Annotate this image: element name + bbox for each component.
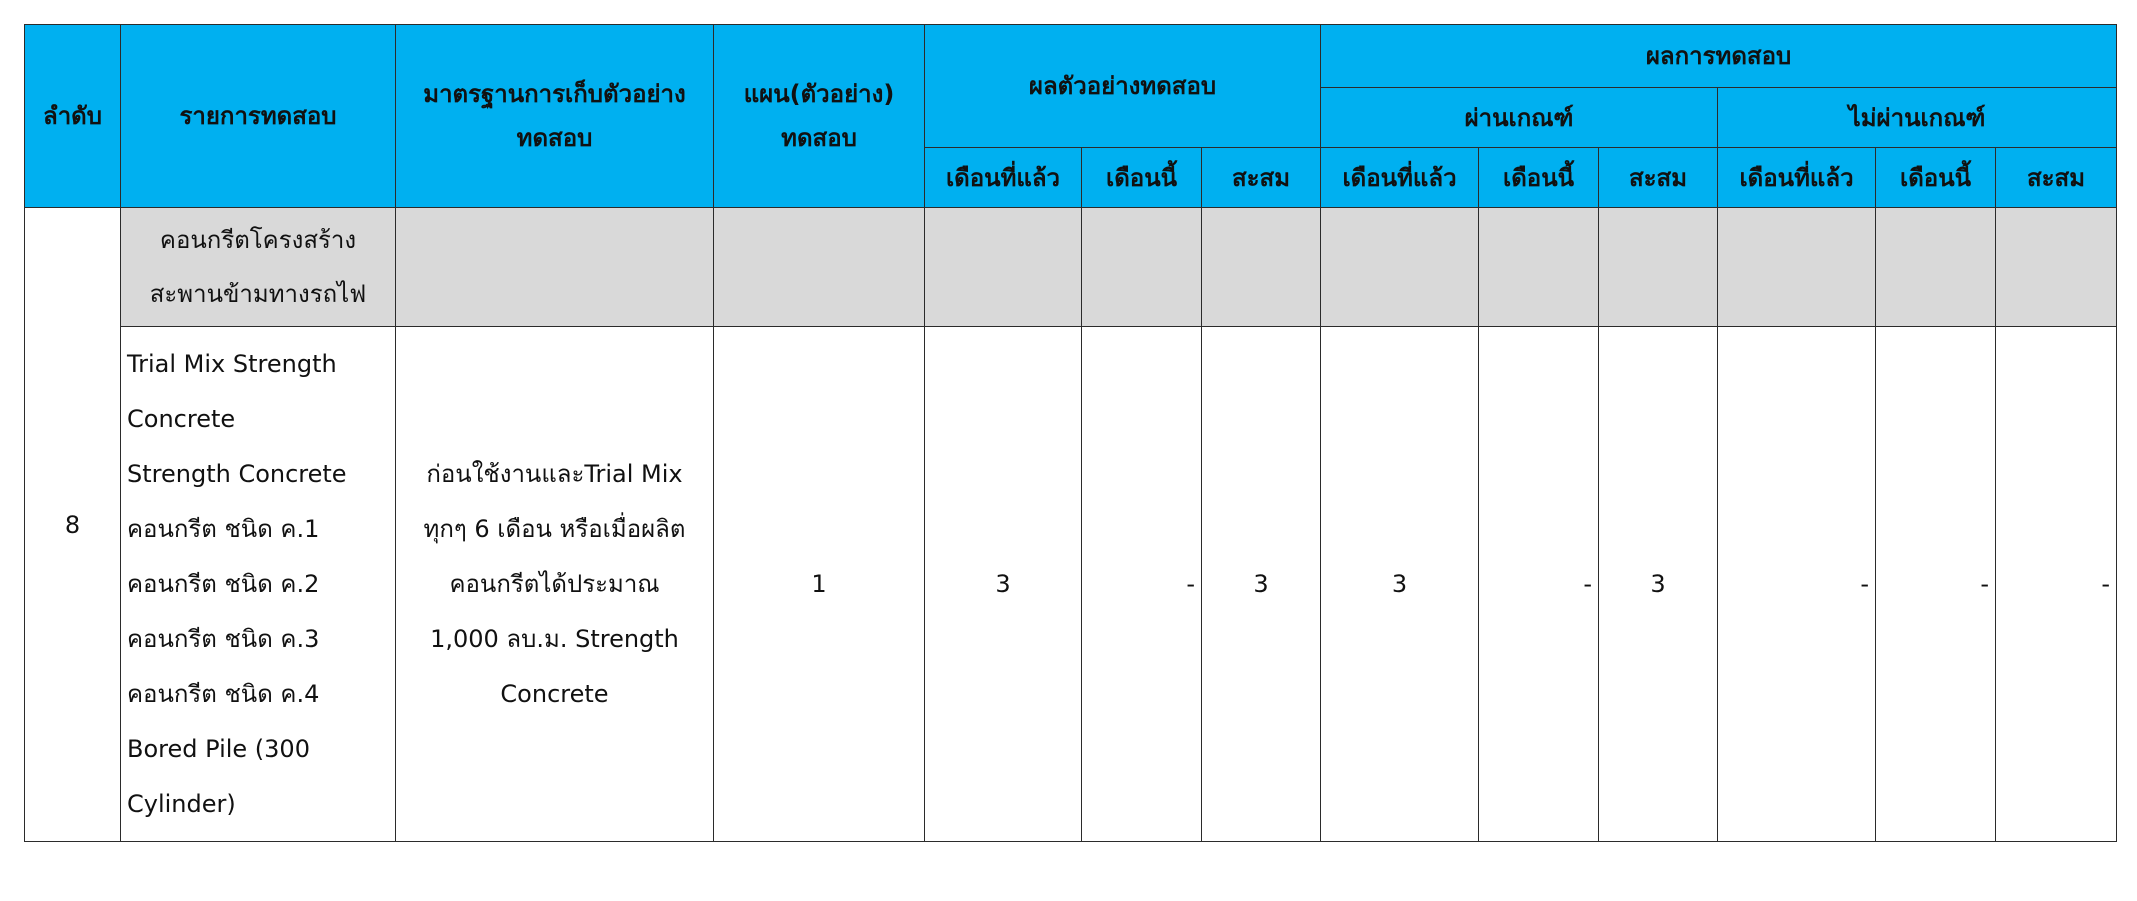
table-body (25, 208, 2117, 842)
header-fail-this-month: เดือนนี้ (1876, 148, 1996, 208)
sample-this-month-value: - (1082, 327, 1202, 842)
header-sample-cumulative: สะสม (1202, 148, 1321, 208)
header-pass-this-month: เดือนนี้ (1479, 148, 1599, 208)
header-no: ลำดับ (25, 25, 121, 208)
row-subtitle (121, 208, 396, 327)
fail-this-month-value: - (1876, 327, 1996, 842)
header-fail-cumulative: สะสม (1996, 148, 2117, 208)
subtitle-line: สะพานข้ามทางรถไฟ (149, 280, 367, 308)
empty-cell (1996, 208, 2117, 327)
empty-cell (925, 208, 1082, 327)
header-sample-this-month: เดือนนี้ (1082, 148, 1202, 208)
test-item: Concrete (127, 404, 236, 433)
empty-cell (396, 208, 714, 327)
header-plan (714, 25, 925, 208)
standard-line: ก่อนใช้งานและTrial Mix (426, 459, 683, 488)
test-item: คอนกรีต ชนิด ค.3 (127, 624, 320, 653)
header-standard-line: มาตรฐานการเก็บตัวอย่าง (423, 80, 686, 108)
table-header (25, 25, 2117, 208)
sample-last-month-value: 3 (925, 327, 1082, 842)
pass-last-month-value: 3 (1321, 327, 1479, 842)
empty-cell (714, 208, 925, 327)
standard-line: คอนกรีตได้ประมาณ (449, 569, 660, 598)
header-test-item: รายการทดสอบ (121, 25, 396, 208)
empty-cell (1082, 208, 1202, 327)
empty-cell (1321, 208, 1479, 327)
row-number: 8 (25, 208, 121, 842)
header-pass: ผ่านเกณฑ์ (1321, 88, 1718, 148)
header-pass-last-month: เดือนที่แล้ว (1321, 148, 1479, 208)
header-fail: ไม่ผ่านเกณฑ์ (1718, 88, 2117, 148)
test-item: Strength Concrete (127, 459, 347, 488)
header-sampling-standard (396, 25, 714, 208)
test-item: คอนกรีต ชนิด ค.1 (127, 514, 320, 543)
header-plan-line: ทดสอบ (781, 124, 857, 152)
test-item: Trial Mix Strength (127, 349, 337, 378)
table-row (25, 327, 2117, 842)
fail-cumulative-value: - (1996, 327, 2117, 842)
sample-cumulative-value: 3 (1202, 327, 1321, 842)
header-fail-last-month: เดือนที่แล้ว (1718, 148, 1876, 208)
plan-value: 1 (714, 327, 925, 842)
test-results-table (24, 24, 2117, 842)
test-item-list (121, 327, 396, 842)
header-sample-results: ผลตัวอย่างทดสอบ (925, 25, 1321, 148)
empty-cell (1479, 208, 1599, 327)
header-test-results: ผลการทดสอบ (1321, 25, 2117, 88)
subtitle-line: คอนกรีตโครงสร้าง (159, 226, 357, 254)
empty-cell (1876, 208, 1996, 327)
header-sample-last-month: เดือนที่แล้ว (925, 148, 1082, 208)
header-pass-cumulative: สะสม (1599, 148, 1718, 208)
pass-this-month-value: - (1479, 327, 1599, 842)
empty-cell (1202, 208, 1321, 327)
header-plan-line: แผน(ตัวอย่าง) (743, 80, 895, 108)
test-item: Cylinder) (127, 789, 236, 818)
test-item: คอนกรีต ชนิด ค.2 (127, 569, 320, 598)
empty-cell (1599, 208, 1718, 327)
standard-line: ทุกๆ 6 เดือน หรือเมื่อผลิต (423, 514, 686, 543)
standard-line: Concrete (500, 679, 609, 708)
test-item: Bored Pile (300 (127, 734, 310, 763)
table-row (25, 208, 2117, 327)
header-standard-line: ทดสอบ (516, 124, 593, 152)
test-item: คอนกรีต ชนิด ค.4 (127, 679, 320, 708)
pass-cumulative-value: 3 (1599, 327, 1718, 842)
empty-cell (1718, 208, 1876, 327)
fail-last-month-value: - (1718, 327, 1876, 842)
sampling-standard (396, 327, 714, 842)
standard-line: 1,000 ลบ.ม. Strength (430, 624, 679, 653)
